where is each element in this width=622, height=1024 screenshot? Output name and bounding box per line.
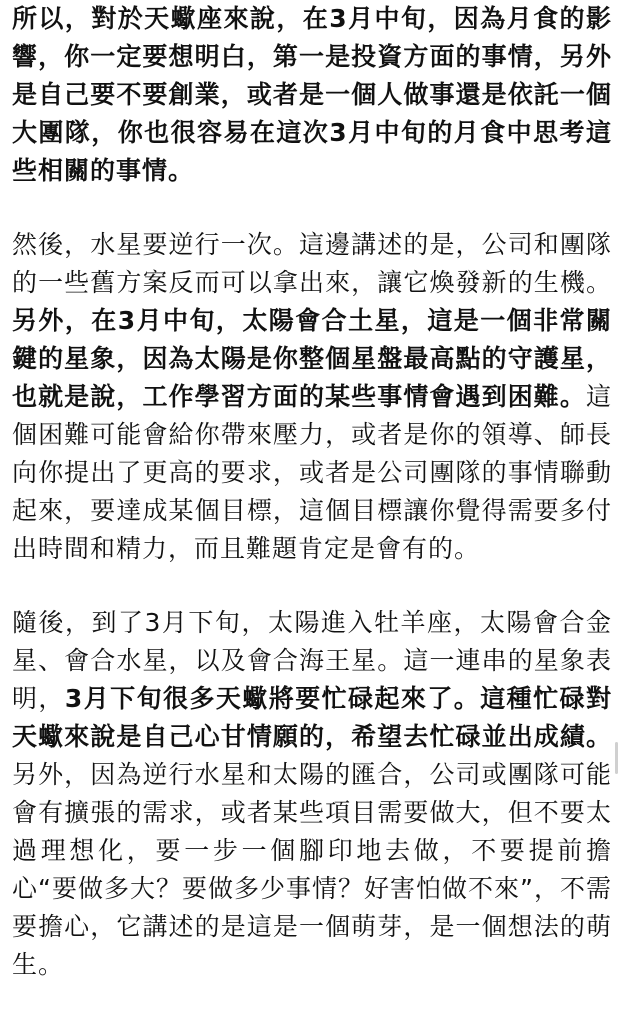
paragraph-1-bold-text: 所以，對於天蠍座來說，在3月中旬，因為月食的影響，你一定要想明白，第一是投資方面的事情，另外是自己要不要創業，或者是一個人做事還是依託一個大團隊，你也很容易在這次3月中旬的月食中思考這些相關的事情。 xyxy=(12,4,612,185)
paragraph-3-text-b: 另外，因為逆行水星和太陽的匯合，公司或團隊可能會有擴張的需求，或者某些項目需要做大，但不要太過理想化，要一步一個腳印地去做，不要提前擔心“要做多大？要做多少事情？好害怕做不來”，不需要擔心，它講述的是這是一個萌芽，是一個想法的萌生。 xyxy=(12,760,612,979)
paragraph-2-text-a: 然後，水星要逆行一次。這邊講述的是，公司和團隊的一些舊方案反而可以拿出來，讓它煥發新的生機。 xyxy=(12,230,612,297)
paragraph-2-text-b: 這個困難可能會給你帶來壓力，或者是你的領導、師長向你提出了更高的要求，或者是公司團隊的事情聯動起來，要達成某個目標，這個目標讓你覺得需要多付出時間和精力，而且難題肯定是會有的。 xyxy=(12,382,612,563)
scrollbar-thumb[interactable] xyxy=(615,742,618,774)
paragraph-3-bold-text: 3月下旬很多天蠍將要忙碌起來了。這種忙碌對天蠍來說是自己心甘情願的，希望去忙碌並出成績。 xyxy=(12,684,612,751)
paragraph-3-text-a: 隨後，到了3月下旬，太陽進入牡羊座，太陽會合金星、會合水星，以及會合海王星。這一連串的星象表明， xyxy=(12,608,612,713)
article-body xyxy=(12,0,612,1020)
paragraph-2 xyxy=(12,226,612,568)
paragraph-2-bold-text: 另外，在3月中旬，太陽會合土星，這是一個非常關鍵的星象，因為太陽是你整個星盤最高點的守護星，也就是說，工作學習方面的某些事情會遇到困難。 xyxy=(12,306,612,411)
paragraph-3 xyxy=(12,604,612,984)
paragraph-1 xyxy=(12,0,612,190)
